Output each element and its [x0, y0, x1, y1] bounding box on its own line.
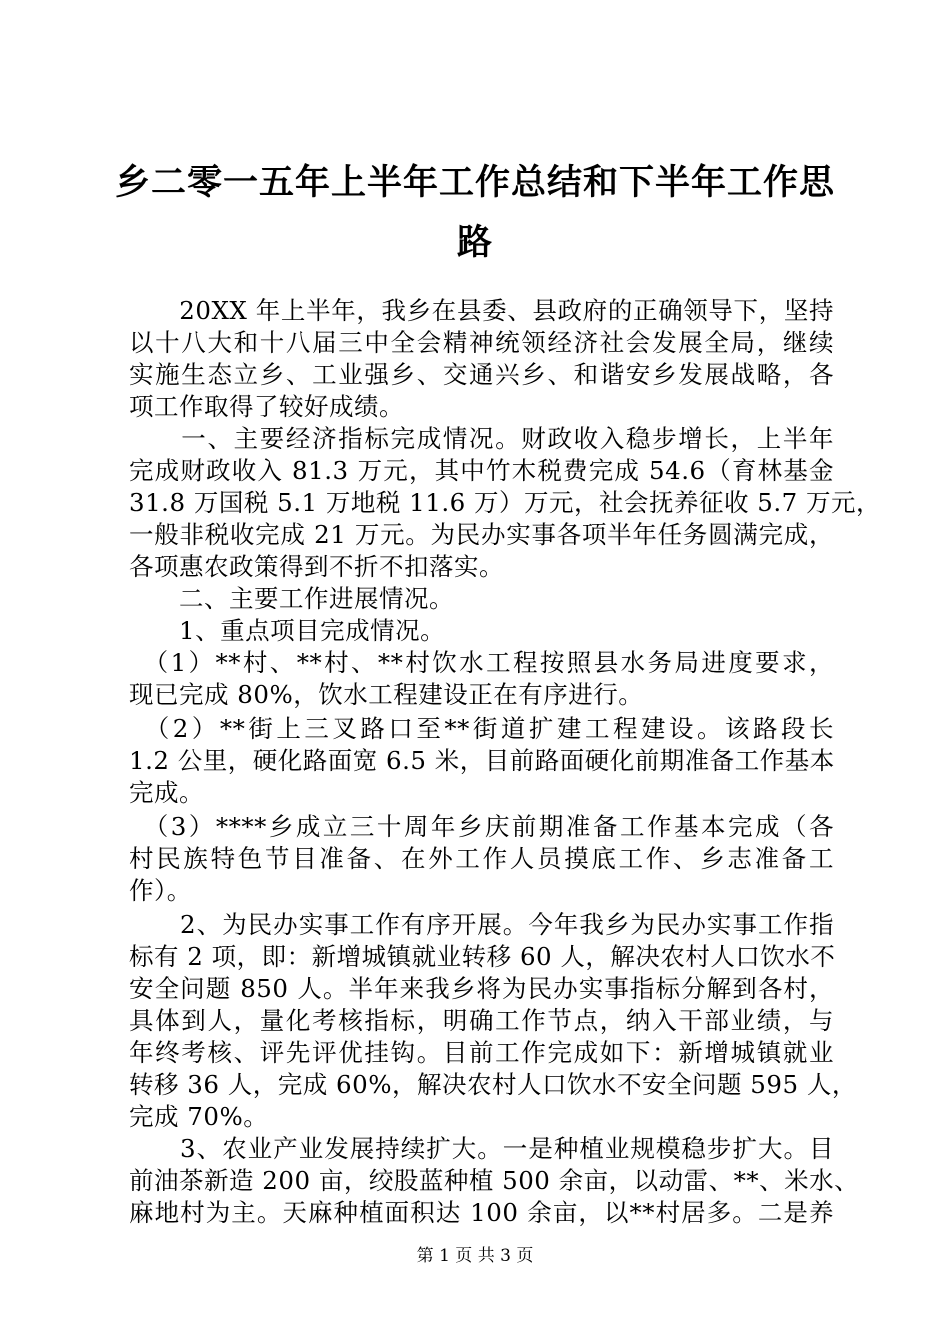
body-line: 1.2 公里，硬化路面宽 6.5 米，目前路面硬化前期准备工作基本 — [129, 746, 835, 775]
body-line: 现已完成 80%，饮水工程建设正在有序进行。 — [129, 680, 644, 709]
document-title-line-1: 乡二零一五年上半年工作总结和下半年工作思 — [114, 163, 835, 203]
body-line: 实施生态立乡、工业强乡、交通兴乡、和谐安乡发展战略，各 — [129, 360, 834, 389]
body-line: 完成。 — [129, 778, 204, 807]
body-line: 一、主要经济指标完成情况。财政收入稳步增长，上半年 — [129, 424, 834, 453]
subsection-heading: 1、重点项目完成情况。 — [129, 616, 446, 645]
document-title-line-2: 路 — [456, 223, 493, 263]
body-line: 标有 2 项，即：新增城镇就业转移 60 人，解决农村人口饮水不 — [129, 942, 836, 971]
page-number-footer: 第 1 页 共 3 页 — [416, 1246, 534, 1266]
body-line: 完成 70%。 — [129, 1102, 269, 1131]
body-line: 31.8 万国税 5.1 万地税 11.6 万）万元，社会抚养征收 5.7 万元， — [129, 488, 882, 517]
body-line: 麻地村为主。天麻种植面积达 100 余亩，以**村居多。二是养 — [129, 1198, 834, 1227]
section-heading: 二、主要工作进展情况。 — [129, 584, 454, 613]
body-line: 作）。 — [129, 876, 192, 905]
body-line: 转移 36 人，完成 60%，解决农村人口饮水不安全问题 595 人， — [129, 1070, 857, 1099]
body-line: 具体到人，量化考核指标，明确工作节点，纳入干部业绩，与 — [129, 1006, 834, 1035]
body-line: （2）**街上三叉路口至**街道扩建工程建设。该路段长 — [129, 714, 834, 743]
body-line: （1）**村、**村、**村饮水工程按照县水务局进度要求， — [129, 648, 834, 677]
body-line: 前油茶新造 200 亩，绞股蓝种植 500 余亩，以动雷、**、米水、 — [129, 1166, 860, 1195]
body-line: 项工作取得了较好成绩。 — [129, 392, 404, 421]
body-line: （3）****乡成立三十周年乡庆前期准备工作基本完成（各 — [129, 812, 834, 841]
body-line: 以十八大和十八届三中全会精神统领经济社会发展全局，继续 — [129, 328, 834, 357]
body-line: 完成财政收入 81.3 万元，其中竹木税费完成 54.6（育林基金 — [129, 456, 834, 485]
body-line: 各项惠农政策得到不折不扣落实。 — [129, 552, 504, 581]
body-line: 20XX 年上半年，我乡在县委、县政府的正确领导下，坚持 — [129, 296, 834, 325]
body-line: 一般非税收完成 21 万元。为民办实事各项半年任务圆满完成， — [129, 520, 834, 549]
body-line: 年终考核、评先评优挂钩。目前工作完成如下：新增城镇就业 — [129, 1038, 834, 1067]
body-line: 3、农业产业发展持续扩大。一是种植业规模稳步扩大。目 — [129, 1134, 834, 1163]
body-line: 2、为民办实事工作有序开展。今年我乡为民办实事工作指 — [129, 910, 834, 939]
body-line: 村民族特色节目准备、在外工作人员摸底工作、乡志准备工 — [129, 844, 834, 873]
body-line: 安全问题 850 人。半年来我乡将为民办实事指标分解到各村， — [129, 974, 834, 1003]
